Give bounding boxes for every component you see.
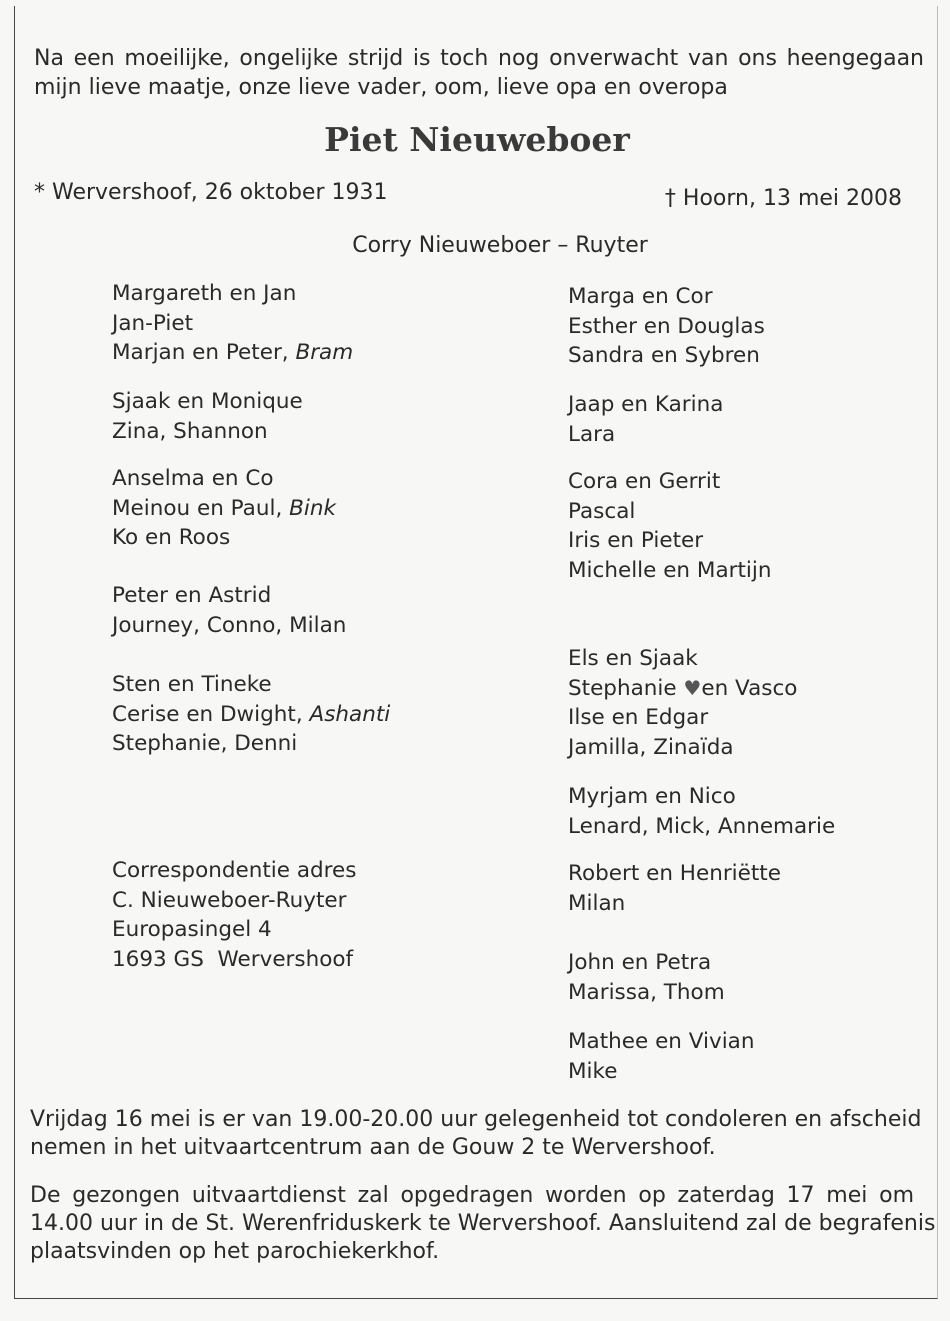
deceased-name: Piet Nieuweboer	[324, 120, 630, 159]
family-line: Lara	[568, 421, 616, 447]
family-line: Mathee en Vivian	[568, 1029, 755, 1054]
family-line: Ko en Roos	[112, 525, 231, 550]
family-line: Mike	[568, 1058, 618, 1084]
great-grandchild-name: Bink	[289, 495, 336, 521]
funeral-service-paragraph	[30, 1182, 936, 1266]
family-line: Jaap en Karina	[568, 392, 724, 417]
address-city: 1693 GS Wervershoof	[112, 946, 354, 972]
family-line: Jan-Piet	[112, 310, 194, 336]
family-line-text: Stephanie	[568, 675, 684, 701]
family-line: Sten en Tineke	[112, 672, 272, 697]
family-line	[112, 338, 353, 368]
family-line: Els en Sjaak	[568, 646, 698, 671]
paragraph-line: nemen in het uitvaartcentrum aan de Gouw 2 te Wervershoof.	[30, 1135, 716, 1160]
family-line: Marissa, Thom	[568, 979, 725, 1005]
family-line: Lenard, Mick, Annemarie	[568, 813, 836, 839]
family-line: Esther en Douglas	[568, 313, 765, 339]
family-line: Sandra en Sybren	[568, 343, 760, 368]
address-street: Europasingel 4	[112, 917, 272, 942]
family-line	[568, 674, 797, 704]
family-line: Michelle en Martijn	[568, 557, 772, 583]
family-line: Cora en Gerrit	[568, 469, 721, 494]
family-line-text: Marjan en Peter,	[112, 340, 296, 365]
family-line-text: Meinou en Paul,	[112, 495, 290, 521]
great-grandchild-name: Bram	[295, 340, 354, 365]
family-line-text: en Vasco	[701, 675, 798, 701]
great-grandchild-name: Ashanti	[309, 701, 391, 727]
condolence-paragraph	[30, 1106, 922, 1162]
paragraph-line: plaatsvinden op het parochiekerkhof.	[30, 1239, 440, 1264]
paragraph-line: De gezongen uitvaartdienst zal opgedragen worden op zaterdag 17 mei om	[30, 1183, 914, 1208]
family-group	[568, 859, 781, 918]
death-info: † Hoorn, 13 mei 2008	[664, 186, 902, 211]
address-label: Correspondentie adres	[112, 858, 357, 883]
family-line: Sjaak en Monique	[112, 389, 303, 414]
family-line: Margareth en Jan	[112, 281, 297, 306]
family-line: Zina, Shannon	[112, 418, 268, 444]
family-line: Pascal	[568, 498, 636, 524]
family-line: Journey, Conno, Milan	[112, 612, 347, 638]
family-group	[112, 464, 336, 553]
family-line: Stephanie, Denni	[112, 731, 298, 756]
family-group	[568, 1027, 754, 1086]
spouse-name: Corry Nieuweboer – Ruyter	[352, 233, 648, 258]
correspondence-address	[112, 856, 356, 974]
family-line	[112, 494, 336, 524]
family-group	[112, 279, 353, 368]
family-group	[112, 670, 390, 759]
address-name: C. Nieuweboer-Ruyter	[112, 887, 347, 913]
family-line: Robert en Henriëtte	[568, 861, 781, 886]
family-group	[112, 387, 303, 446]
family-group	[568, 390, 723, 449]
family-group	[568, 467, 771, 585]
intro-text	[34, 44, 924, 102]
intro-line: mijn lieve maatje, onze lieve vader, oom, lieve opa en overopa	[34, 75, 728, 100]
family-group	[568, 782, 835, 841]
birth-info: * Wervershoof, 26 oktober 1931	[34, 180, 388, 205]
family-group	[112, 581, 346, 640]
family-line: Jamilla, Zinaïda	[568, 734, 734, 760]
family-line: Anselma en Co	[112, 466, 274, 491]
family-line: Myrjam en Nico	[568, 784, 736, 809]
family-line: Ilse en Edgar	[568, 705, 709, 730]
family-line: Marga en Cor	[568, 284, 713, 309]
paragraph-line: Vrijdag 16 mei is er van 19.00-20.00 uur gelegenheid tot condoleren en afscheid	[30, 1107, 922, 1132]
paragraph-line: 14.00 uur in de St. Werenfriduskerk te Wervershoof. Aansluitend zal de begrafenis	[30, 1211, 936, 1236]
family-line: Milan	[568, 890, 626, 916]
family-group	[568, 948, 725, 1007]
family-line	[112, 700, 390, 730]
family-line: Peter en Astrid	[112, 583, 272, 608]
family-group	[568, 282, 765, 371]
family-line: John en Petra	[568, 950, 712, 975]
heart-icon: ♥	[683, 675, 702, 700]
intro-line: Na een moeilijke, ongelijke strijd is toch nog onverwacht van ons heengegaan	[34, 46, 924, 71]
family-group	[568, 644, 797, 762]
family-line: Iris en Pieter	[568, 528, 704, 553]
family-line-text: Cerise en Dwight,	[112, 701, 310, 727]
